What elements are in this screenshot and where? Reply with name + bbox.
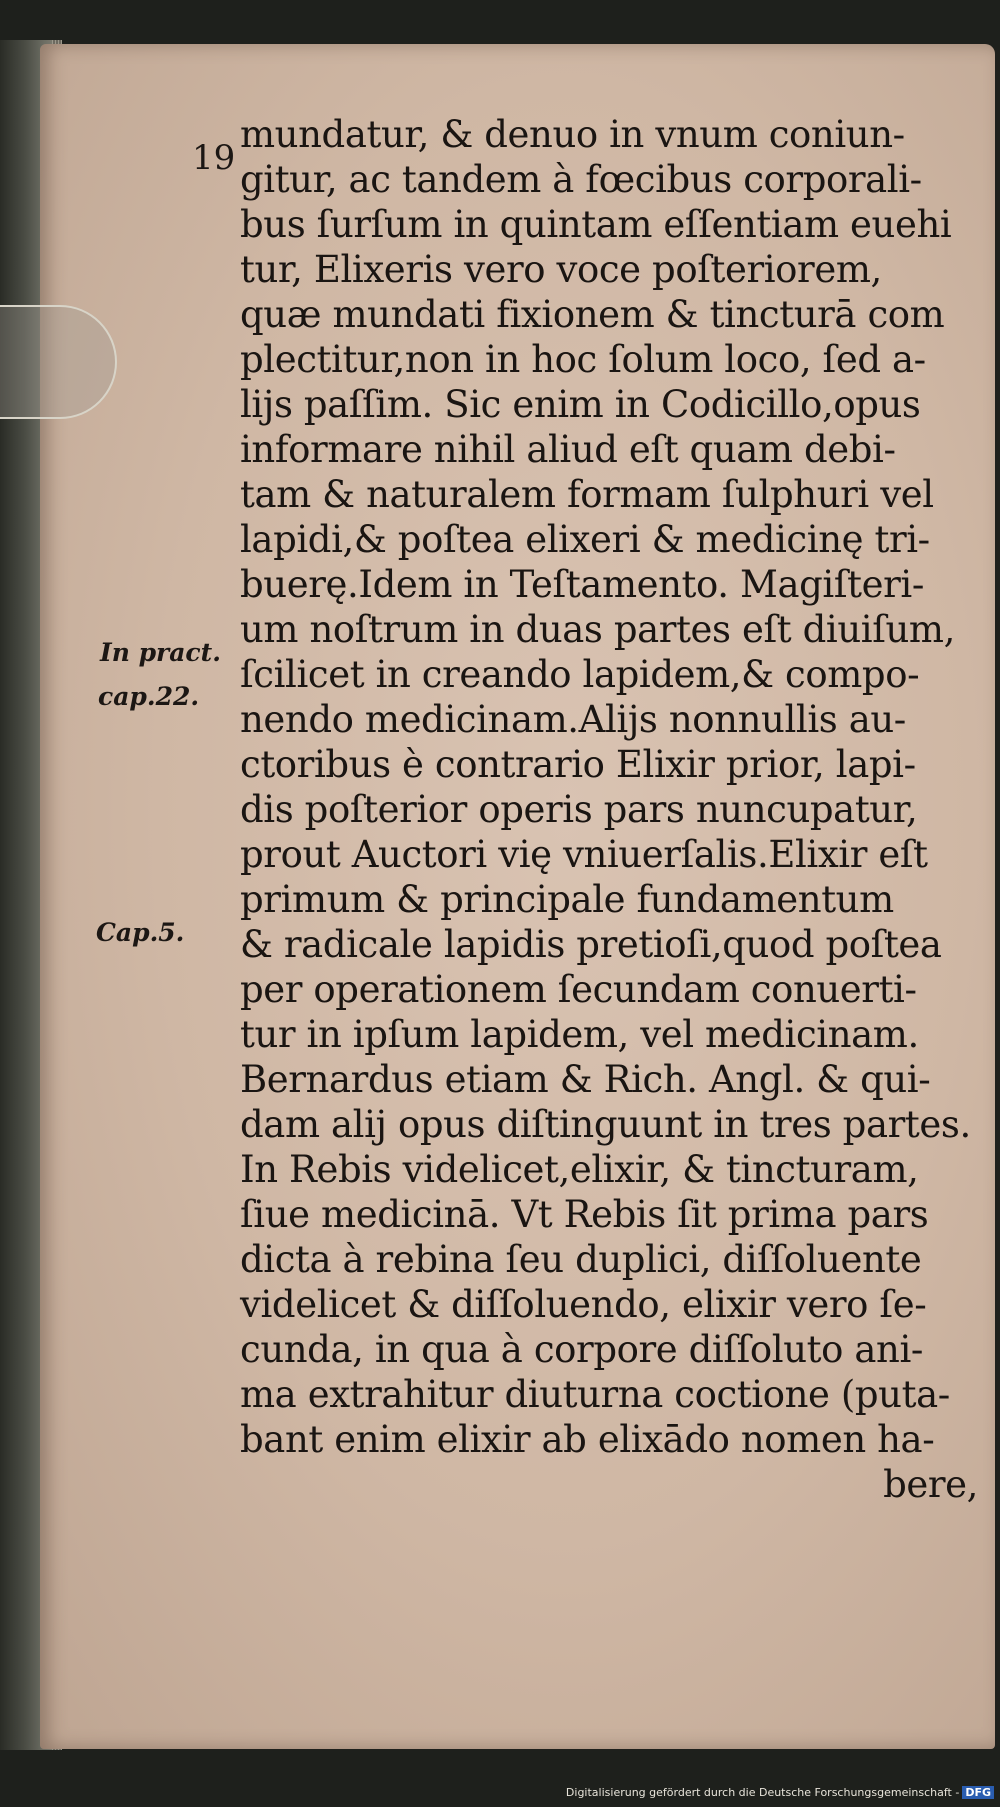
text-line: cunda, in qua à corpore diſſoluto ani- — [240, 1328, 923, 1371]
text-line: ſiue medicinā. Vt Rebis ſit prima pars — [240, 1193, 929, 1236]
marginal-note-cap-5: Cap.5. — [96, 918, 185, 947]
text-line: ctoribus è contrario Elixir prior, lapi- — [240, 743, 916, 786]
text-line: mundatur, & denuo in vnum coniun- — [240, 113, 905, 156]
text-line: prout Auctori vię vniuerſalis.Elixir eſt — [240, 833, 928, 876]
text-line: um noſtrum in duas partes eſt diuiſum, — [240, 608, 955, 651]
text-line: bus ſurſum in quintam eſſentiam euehi — [240, 203, 952, 246]
text-line: dam alij opus diſtinguunt in tres partes. — [240, 1103, 971, 1146]
text-line: nendo medicinam.Alijs nonnullis au- — [240, 698, 906, 741]
digitization-credit — [566, 1786, 994, 1799]
text-line: In Rebis videlicet,elixir, & tincturam, — [240, 1148, 919, 1191]
text-line: per operationem ſecundam conuerti- — [240, 968, 917, 1011]
dfg-logo: DFG — [962, 1786, 994, 1799]
text-line: gitur, ac tandem à fœcibus corporali- — [240, 158, 922, 201]
text-line: informare nihil aliud eſt quam debi- — [240, 428, 896, 471]
text-line: Bernardus etiam & Rich. Angl. & qui- — [240, 1058, 931, 1101]
text-line: primum & principale fundamentum — [240, 878, 894, 921]
text-line: buerę.Idem in Teſtamento. Magiſteri- — [240, 563, 924, 606]
text-line: ſcilicet in creando lapidem,& compo- — [240, 653, 920, 696]
text-line: lijs paſſim. Sic enim in Codicillo,opus — [240, 383, 921, 426]
text-line: dis poſterior operis pars nuncupatur, — [240, 788, 918, 831]
text-line: plectitur,non in hoc ſolum loco, ſed a- — [240, 338, 926, 381]
text-line: bant enim elixir ab elixādo nomen ha- — [240, 1418, 935, 1461]
text-line: videlicet & diſſoluendo, elixir vero ſe- — [240, 1283, 927, 1326]
marginal-note-in-pract: In pract. — [100, 638, 221, 667]
text-line: tam & naturalem formam ſulphuri vel — [240, 473, 934, 516]
marginal-note-cap-22: cap.22. — [98, 682, 200, 711]
text-line: quæ mundati fixionem & tincturā com — [240, 293, 945, 336]
body-text — [240, 112, 980, 1507]
text-line: ma extrahitur diuturna coctione (puta- — [240, 1373, 950, 1416]
page-clip-tab — [0, 305, 117, 419]
text-line: tur in ipſum lapidem, vel medicinam. — [240, 1013, 919, 1056]
page-number: 19 — [192, 138, 236, 178]
credit-text: Digitalisierung gefördert durch die Deutsche Forschungsgemeinschaft - — [565, 1786, 960, 1799]
text-line: dicta à rebina ſeu duplici, diſſoluente — [240, 1238, 922, 1281]
text-line: tur, Elixeris vero voce poſteriorem, — [240, 248, 882, 291]
text-line: lapidi,& poſtea elixeri & medicinę tri- — [240, 518, 930, 561]
text-line: & radicale lapidis pretioſi,quod poſtea — [240, 923, 942, 966]
catchword: bere, — [883, 1463, 978, 1506]
